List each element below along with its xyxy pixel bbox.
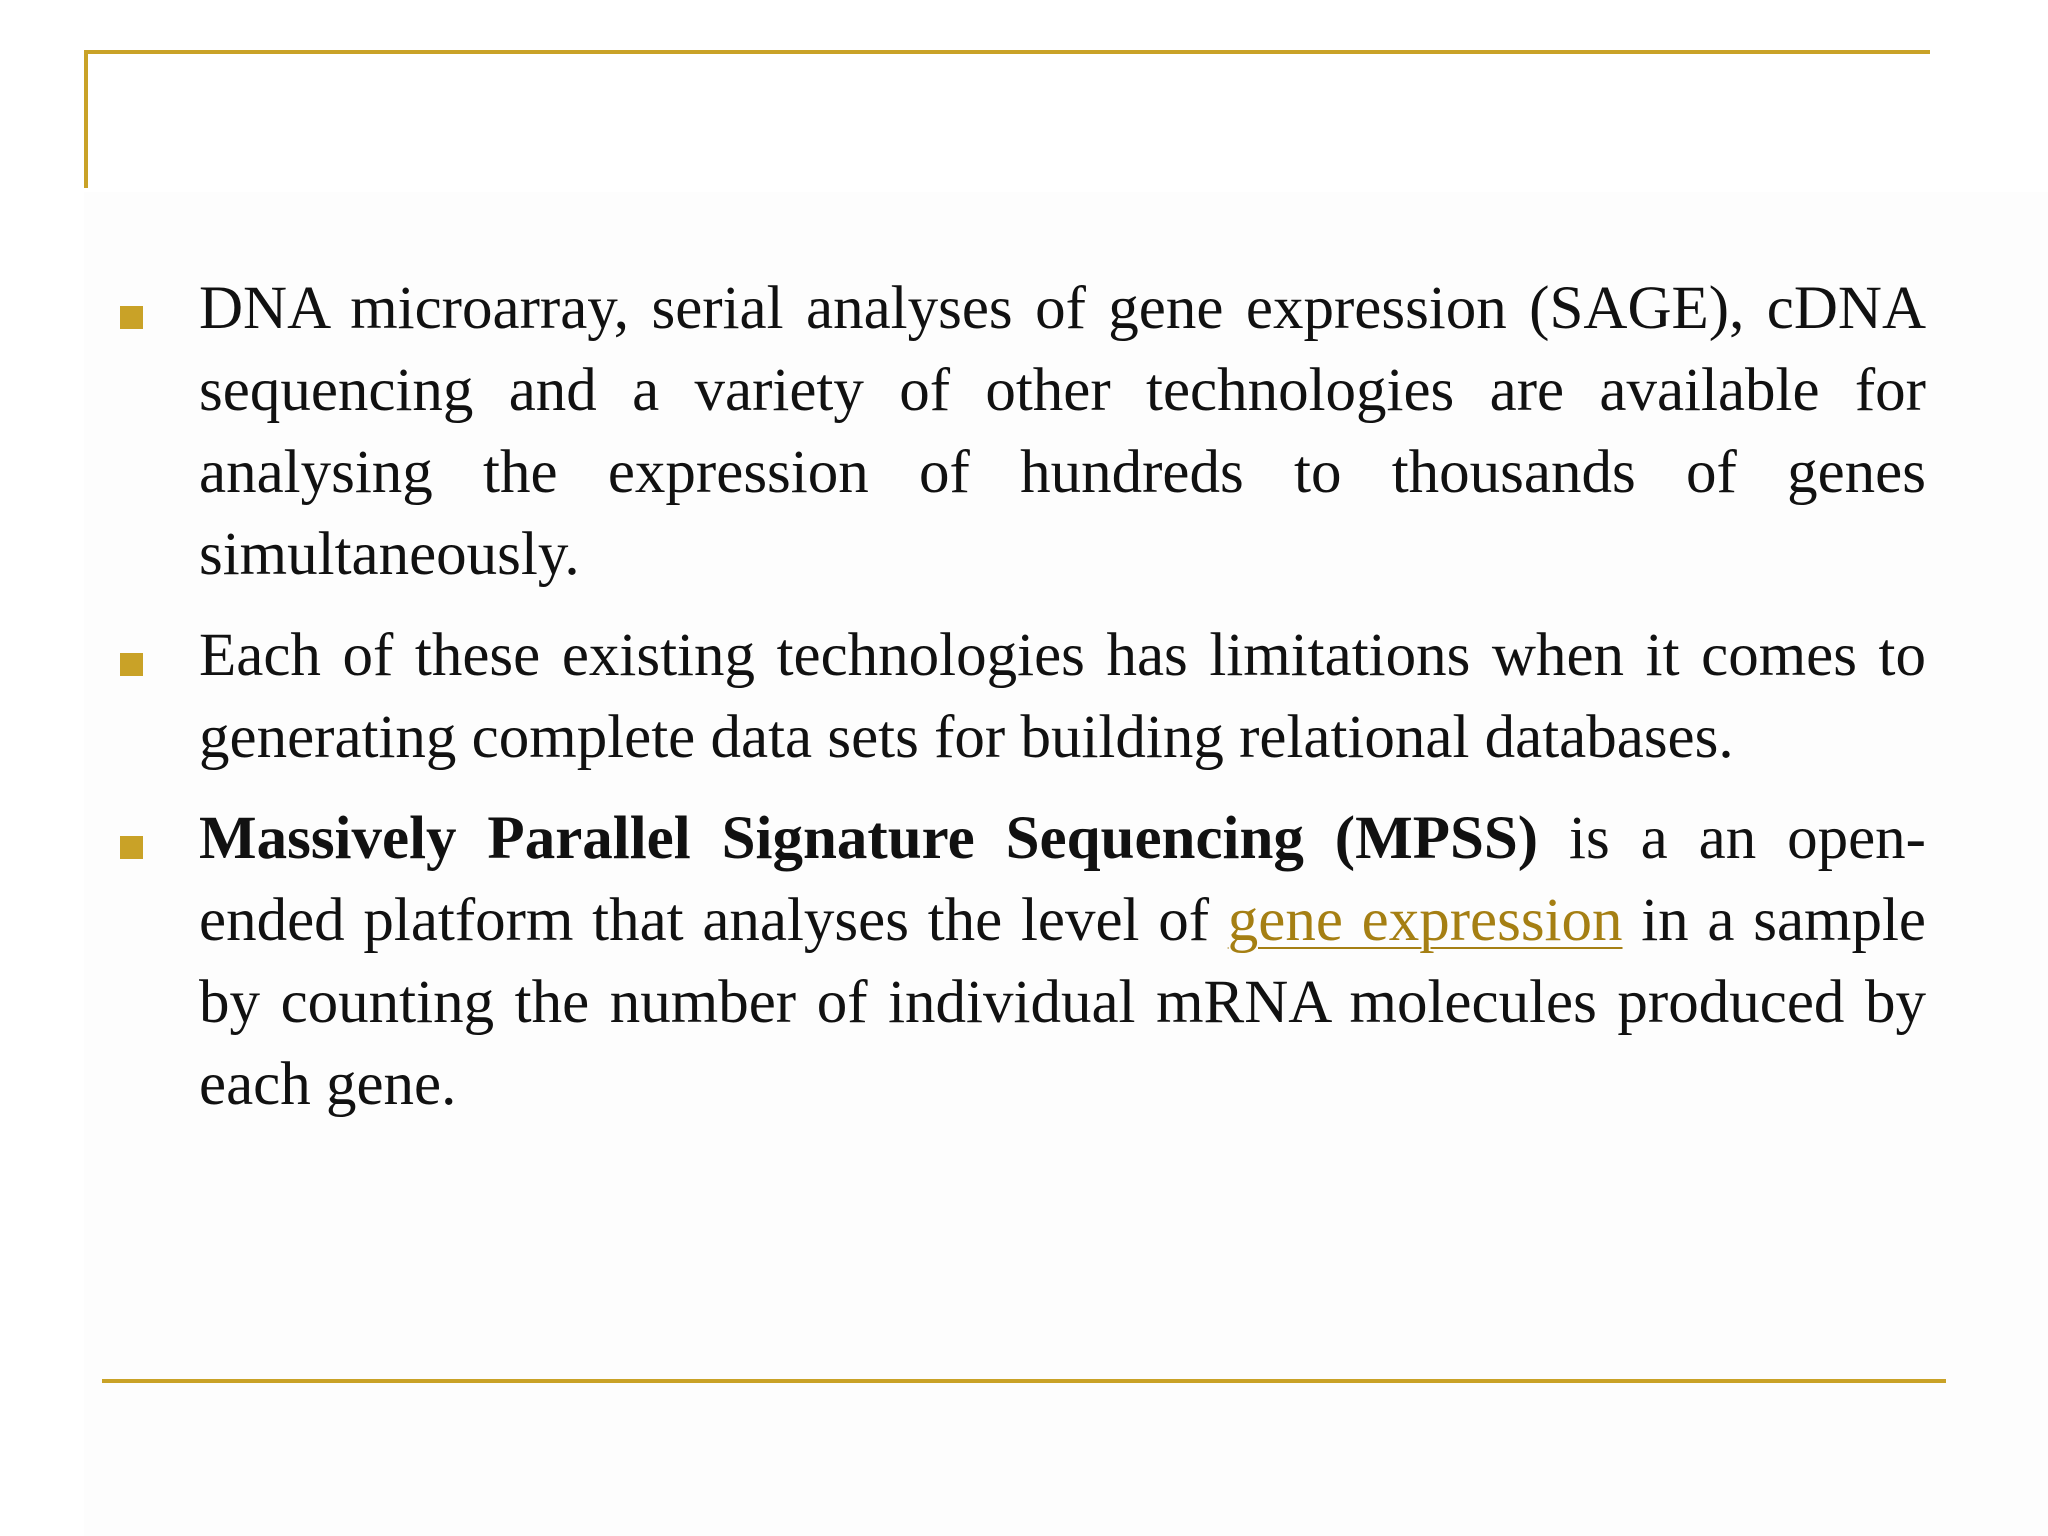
mpss-description-end: in a sample by counting the number of individual mRNA molecules produced by each gene.: [199, 887, 1926, 1118]
gene-expression-link[interactable]: gene expression: [1227, 887, 1623, 954]
bottom-decorative-rule: [102, 1379, 1946, 1383]
square-bullet-icon: [120, 653, 143, 676]
bullet-text-with-link: [199, 798, 1926, 1126]
bullet-item-limitations: [120, 615, 1926, 779]
mpss-term: Massively Parallel Signature Sequencing (MPSS): [199, 805, 1539, 872]
bullet-text: DNA microarray, serial analyses of gene expression (SAGE), cDNA sequencing and a variety of other technologies are available for analysing the expression of hundreds to thousands of genes simultaneously.: [199, 275, 1926, 588]
mpss-description-start: is a an open-ended platform that analyses the level of: [199, 805, 1926, 954]
bullet-item-technologies: [120, 268, 1926, 596]
left-decorative-rule: [84, 50, 88, 188]
bullet-item-mpss: [120, 798, 1926, 1126]
square-bullet-icon: [120, 306, 143, 329]
square-bullet-icon: [120, 836, 143, 859]
top-decorative-rule: [84, 50, 1930, 54]
bullet-list: [120, 268, 1926, 1145]
bullet-text: Each of these existing technologies has limitations when it comes to generating complete data sets for building relational databases.: [199, 622, 1926, 771]
